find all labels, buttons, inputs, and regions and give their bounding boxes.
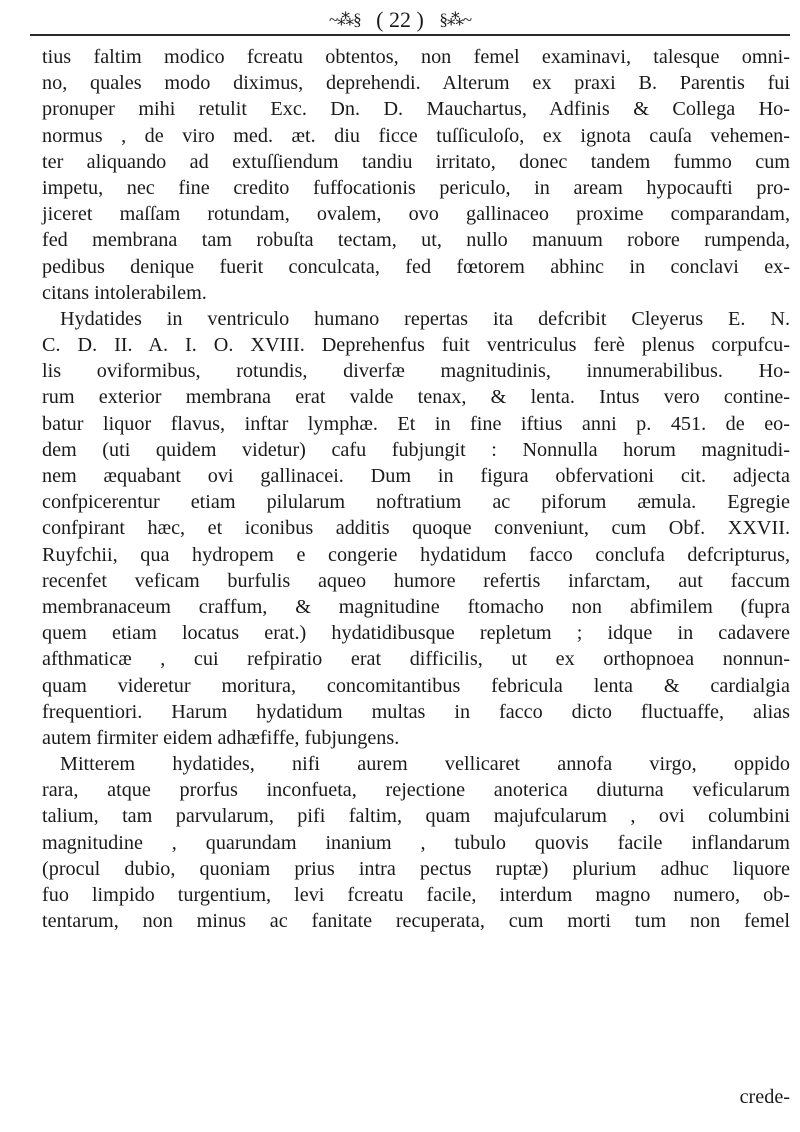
text-line: ter aliquando ad extuſſiendum tandiu irritato, donec tandem fummo cum (42, 150, 790, 173)
right-ornament: §⁂~ (439, 10, 472, 29)
text-line: autem firmiter eidem adhæfiffe, fubjungens. (42, 726, 400, 749)
catchword: crede- (739, 1086, 790, 1108)
text-line: pedibus denique fuerit conculcata, fed fœtorem abhinc in conclavi ex- (42, 255, 790, 278)
text-line: confpicerentur etiam pilularum noftratium ac piforum æmula. Egregie (42, 491, 790, 514)
body-text (42, 44, 790, 1108)
text-line: pronuper mihi retulit Exc. Dn. D. Mauchartus, Adfinis & Collega Ho- (42, 98, 790, 121)
text-line: (procul dubio, quoniam prius intra pectus ruptæ) plurium adhuc liquore (42, 857, 790, 880)
text-line: tius faltim modico fcreatu obtentos, non femel examinavi, talesque omni- (42, 46, 790, 68)
text-line: tentarum, non minus ac fanitate recuperata, cum morti tum non femel (42, 910, 790, 933)
text-line: batur liquor flavus, inftar lymphæ. Et in fine iftius anni p. 451. de eo- (42, 412, 790, 435)
text-line: Mitterem hydatides, nifi aurem vellicaret annofa virgo, oppido (60, 753, 790, 776)
text-line: Ruyfchii, qua hydropem e congerie hydatidum facco conclufa defcripturus, (42, 543, 790, 566)
text-line: lis oviformibus, rotundis, diverfæ magnitudinis, innumerabilibus. Ho- (42, 360, 790, 383)
text-line: citans intolerabilem. (42, 281, 207, 304)
header-rule (30, 34, 790, 36)
text-line: fed membrana tam robuſta tectam, ut, nullo manuum robore rumpenda, (42, 229, 790, 252)
text-line: quam videretur moritura, concomitantibus febricula lenta & cardialgia (42, 674, 790, 697)
text-line: recenfet veficam burfulis aqueo humore refertis infarctam, aut faccum (42, 569, 790, 592)
text-line: impetu, nec fine credito fuffocationis periculo, in aream hypocaufti pro- (42, 176, 790, 199)
text-line: jiceret maſſam rotundam, ovalem, ovo gallinaceo proxime comparandam, (42, 203, 790, 226)
text-line: normus , de viro med. æt. diu ficce tuſſiculoſo, ex ignota cauſa vehemen- (42, 124, 790, 147)
text-line: nem æquabant ovi gallinacei. Dum in figura obfervationi cit. adjecta (42, 465, 790, 487)
text-line: Hydatides in ventriculo humano repertas ita defcribit Cleyerus E. N. (60, 307, 790, 330)
text-line: rum exterior membrana erat valde tenax, & lenta. Intus vero contine- (42, 386, 790, 409)
text-line: magnitudine , quarundam inanium , tubulo quovis facile inflandarum (42, 831, 790, 854)
text-line: frequentiori. Harum hydatidum multas in facco dicto fluctuaffe, alias (42, 700, 790, 723)
text-line: C. D. II. A. I. O. XVIII. Deprehenfus fuit ventriculus ferè plenus corpufcu- (42, 334, 790, 357)
text-line: fuo limpido turgentium, levi fcreatu facile, interdum magno numero, ob- (42, 884, 790, 906)
text-line: no, quales modo diximus, deprehendi. Alterum ex praxi B. Parentis fui (42, 72, 790, 95)
page-number: ( 22 ) (376, 7, 424, 32)
text-line: dem (uti quidem videtur) cafu fubjungit : Nonnulla horum magnitudi- (42, 438, 790, 461)
text-line: membranaceum craffum, & magnitudine ftomacho non abfimilem (fupra (42, 595, 790, 618)
text-line: quem etiam locatus erat.) hydatidibusque repletum ; idque in cadavere (42, 622, 790, 645)
text-line: rara, atque prorfus inconfueta, rejectione anoterica diuturna veficularum (42, 779, 790, 802)
left-ornament: ~⁂§ (328, 10, 361, 29)
text-line: afthmaticæ , cui refpiratio erat difficilis, ut ex orthopnoea nonnun- (42, 648, 790, 671)
text-line: confpirant hæc, et iconibus additis quoque conveniunt, cum Obf. XXVII. (42, 517, 790, 540)
running-header (0, 8, 800, 32)
text-line: talium, tam parvularum, pifi faltim, quam majufcularum , ovi columbini (42, 805, 790, 828)
